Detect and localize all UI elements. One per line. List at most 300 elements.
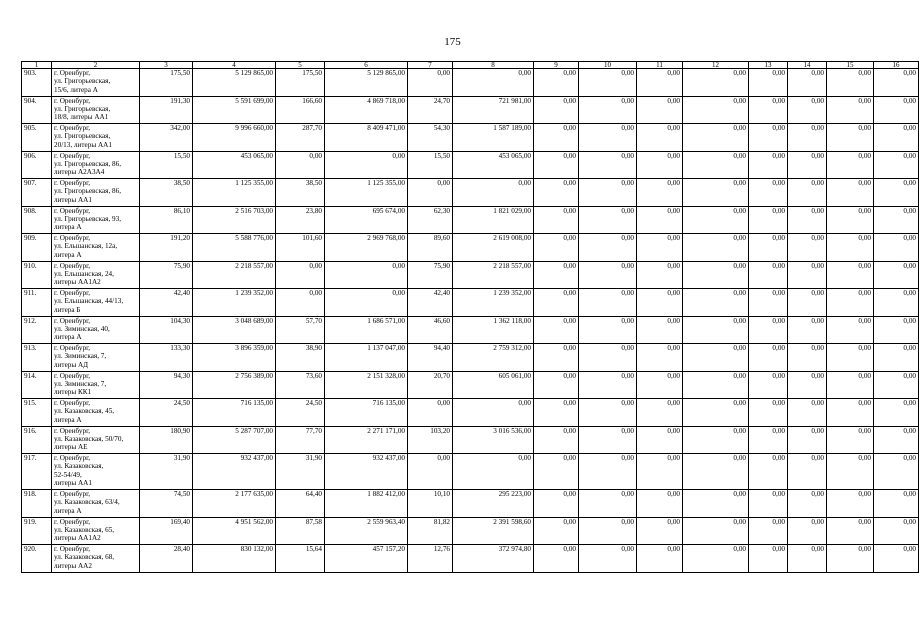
address-line: ул. Казаковская, 65,	[54, 525, 115, 534]
value-cell: 0,00	[534, 426, 579, 454]
value-cell: 0,00	[534, 545, 579, 573]
row-number: 912.	[22, 316, 52, 344]
address-line: г. Оренбург,	[54, 69, 91, 77]
address-line: литеры АД	[54, 360, 89, 369]
address-line: литера А	[54, 506, 82, 515]
value-cell: 0,00	[579, 517, 637, 545]
table-row	[22, 179, 919, 207]
value-cell: 0,00	[788, 517, 827, 545]
address-line: ул. Казаковская, 50/70,	[54, 434, 124, 443]
address-line: литеры А2А3А4	[54, 168, 105, 177]
value-cell: 0,00	[874, 399, 919, 427]
address-line: г. Оренбург,	[54, 179, 91, 187]
value-cell: 0,00	[534, 96, 579, 124]
value-cell: 0,00	[827, 234, 874, 262]
value-cell: 0,00	[788, 454, 827, 490]
address-line: 15/6, литера А	[54, 85, 98, 94]
value-cell: 0,00	[683, 151, 749, 179]
row-number: 908.	[22, 206, 52, 234]
row-number: 920.	[22, 545, 52, 573]
value-cell: 42,40	[408, 289, 453, 317]
value-cell: 0,00	[637, 399, 683, 427]
value-cell: 81,82	[408, 517, 453, 545]
table-row	[22, 234, 919, 262]
value-cell: 0,00	[579, 234, 637, 262]
value-cell: 2 218 557,00	[453, 261, 534, 289]
value-cell: 5 591 699,00	[193, 96, 276, 124]
value-cell: 0,00	[579, 490, 637, 518]
value-cell: 0,00	[637, 151, 683, 179]
value-cell: 0,00	[579, 206, 637, 234]
value-cell: 0,00	[683, 124, 749, 152]
address-line: литера А	[54, 223, 82, 232]
value-cell: 0,00	[534, 490, 579, 518]
value-cell: 0,00	[408, 399, 453, 427]
address-line: литеры АА1	[54, 195, 92, 204]
value-cell: 453 065,00	[453, 151, 534, 179]
value-cell: 3 016 536,00	[453, 426, 534, 454]
value-cell: 24,50	[140, 399, 193, 427]
value-cell: 0,00	[534, 234, 579, 262]
address-cell	[52, 206, 140, 234]
address-line: г. Оренбург,	[54, 545, 91, 553]
value-cell: 0,00	[827, 517, 874, 545]
address-cell	[52, 399, 140, 427]
address-line: г. Оренбург,	[54, 96, 91, 105]
column-header: 3	[140, 62, 193, 69]
value-cell: 191,30	[140, 96, 193, 124]
address-cell	[52, 344, 140, 372]
value-cell: 932 437,00	[193, 454, 276, 490]
value-cell: 0,00	[683, 545, 749, 573]
row-number: 919.	[22, 517, 52, 545]
value-cell: 0,00	[827, 454, 874, 490]
value-cell: 94,30	[140, 371, 193, 399]
address-line: г. Оренбург,	[54, 124, 91, 132]
value-cell: 0,00	[637, 454, 683, 490]
value-cell: 0,00	[534, 454, 579, 490]
value-cell: 0,00	[827, 426, 874, 454]
value-cell: 0,00	[749, 234, 788, 262]
value-cell: 0,00	[683, 454, 749, 490]
address-cell	[52, 69, 140, 97]
value-cell: 0,00	[788, 69, 827, 97]
row-number: 913.	[22, 344, 52, 372]
column-header: 10	[579, 62, 637, 69]
value-cell: 104,30	[140, 316, 193, 344]
value-cell: 38,90	[276, 344, 325, 372]
value-cell: 0,00	[408, 69, 453, 97]
value-cell: 0,00	[637, 316, 683, 344]
table-row	[22, 399, 919, 427]
value-cell: 38,50	[140, 179, 193, 207]
value-cell: 0,00	[637, 490, 683, 518]
value-cell: 0,00	[683, 289, 749, 317]
address-line: г. Оренбург,	[54, 316, 91, 325]
value-cell: 2 218 557,00	[193, 261, 276, 289]
value-cell: 169,40	[140, 517, 193, 545]
value-cell: 0,00	[788, 344, 827, 372]
value-cell: 0,00	[534, 206, 579, 234]
value-cell: 0,00	[579, 151, 637, 179]
value-cell: 0,00	[874, 426, 919, 454]
value-cell: 1 125 355,00	[325, 179, 408, 207]
value-cell: 0,00	[534, 261, 579, 289]
value-cell: 0,00	[788, 261, 827, 289]
value-cell: 0,00	[749, 206, 788, 234]
value-cell: 0,00	[788, 289, 827, 317]
table-row	[22, 545, 919, 573]
address-line: ул. Ельшанская, 12а,	[54, 242, 118, 251]
value-cell: 9 996 660,00	[193, 124, 276, 152]
address-line: ул. Казаковская, 68,	[54, 553, 115, 562]
value-cell: 1 125 355,00	[193, 179, 276, 207]
address-line: литера А	[54, 250, 82, 259]
value-cell: 38,50	[276, 179, 325, 207]
value-cell: 0,00	[637, 206, 683, 234]
row-number: 910.	[22, 261, 52, 289]
value-cell: 15,50	[140, 151, 193, 179]
address-line: ул. Ельшанская, 44/13,	[54, 297, 124, 306]
value-cell: 0,00	[827, 261, 874, 289]
value-cell: 5 588 776,00	[193, 234, 276, 262]
value-cell: 0,00	[579, 179, 637, 207]
value-cell: 5 129 865,00	[325, 69, 408, 97]
value-cell: 0,00	[637, 124, 683, 152]
value-cell: 0,00	[788, 124, 827, 152]
value-cell: 2 619 008,00	[453, 234, 534, 262]
column-header: 11	[637, 62, 683, 69]
value-cell: 0,00	[788, 316, 827, 344]
address-cell	[52, 426, 140, 454]
value-cell: 0,00	[749, 179, 788, 207]
address-line: г. Оренбург,	[54, 426, 91, 435]
address-line: литеры АА2	[54, 561, 92, 570]
row-number: 917.	[22, 454, 52, 490]
address-line: г. Оренбург,	[54, 371, 91, 380]
value-cell: 28,40	[140, 545, 193, 573]
address-line: г. Оренбург,	[54, 206, 91, 215]
address-line: литера А	[54, 333, 82, 342]
row-number: 907.	[22, 179, 52, 207]
value-cell: 0,00	[749, 69, 788, 97]
value-cell: 0,00	[749, 399, 788, 427]
address-line: г. Оренбург,	[54, 399, 91, 407]
address-line: ул. Григорьевская,	[54, 132, 111, 141]
value-cell: 3 896 359,00	[193, 344, 276, 372]
address-line: г. Оренбург,	[54, 344, 91, 352]
table-row	[22, 206, 919, 234]
value-cell: 0,00	[874, 517, 919, 545]
value-cell: 0,00	[453, 399, 534, 427]
address-line: литеры АА1	[54, 478, 92, 487]
address-line: г. Оренбург,	[54, 454, 91, 462]
address-line: ул. Зиминская, 40,	[54, 324, 110, 333]
value-cell: 0,00	[637, 517, 683, 545]
value-cell: 57,70	[276, 316, 325, 344]
address-cell	[52, 179, 140, 207]
value-cell: 0,00	[827, 289, 874, 317]
value-cell: 0,00	[637, 545, 683, 573]
address-cell	[52, 454, 140, 490]
table-row	[22, 124, 919, 152]
value-cell: 0,00	[637, 289, 683, 317]
value-cell: 0,00	[749, 289, 788, 317]
value-cell: 0,00	[579, 545, 637, 573]
value-cell: 1 821 029,00	[453, 206, 534, 234]
value-cell: 0,00	[637, 69, 683, 97]
value-cell: 372 974,80	[453, 545, 534, 573]
value-cell: 12,76	[408, 545, 453, 573]
value-cell: 0,00	[827, 206, 874, 234]
value-cell: 0,00	[827, 96, 874, 124]
value-cell: 0,00	[534, 316, 579, 344]
value-cell: 0,00	[749, 426, 788, 454]
value-cell: 0,00	[579, 289, 637, 317]
value-cell: 0,00	[453, 179, 534, 207]
address-line: 18/8, литеры АА1	[54, 113, 109, 122]
table-row	[22, 69, 919, 97]
value-cell: 0,00	[874, 124, 919, 152]
address-line: 20/13, литеры АА1	[54, 140, 112, 149]
value-cell: 54,30	[408, 124, 453, 152]
value-cell: 0,00	[874, 490, 919, 518]
value-cell: 0,00	[683, 179, 749, 207]
value-cell: 24,70	[408, 96, 453, 124]
address-cell	[52, 96, 140, 124]
value-cell: 605 061,00	[453, 371, 534, 399]
value-cell: 0,00	[325, 151, 408, 179]
address-line: ул. Казаковская, 45,	[54, 407, 115, 416]
value-cell: 0,00	[788, 151, 827, 179]
value-cell: 191,20	[140, 234, 193, 262]
value-cell: 0,00	[534, 371, 579, 399]
value-cell: 0,00	[637, 96, 683, 124]
value-cell: 0,00	[534, 69, 579, 97]
value-cell: 721 981,00	[453, 96, 534, 124]
value-cell: 62,30	[408, 206, 453, 234]
address-line: ул. Григорьевская,	[54, 77, 111, 86]
value-cell: 74,50	[140, 490, 193, 518]
value-cell: 0,00	[749, 96, 788, 124]
value-cell: 0,00	[827, 371, 874, 399]
address-line: ул. Казаковская,	[54, 462, 104, 471]
value-cell: 0,00	[637, 179, 683, 207]
address-cell	[52, 490, 140, 518]
value-cell: 0,00	[683, 399, 749, 427]
value-cell: 24,50	[276, 399, 325, 427]
value-cell: 0,00	[683, 261, 749, 289]
value-cell: 4 951 562,00	[193, 517, 276, 545]
value-cell: 295 223,00	[453, 490, 534, 518]
value-cell: 0,00	[276, 261, 325, 289]
value-cell: 1 137 047,00	[325, 344, 408, 372]
value-cell: 94,40	[408, 344, 453, 372]
value-cell: 0,00	[408, 179, 453, 207]
value-cell: 175,50	[140, 69, 193, 97]
value-cell: 0,00	[874, 179, 919, 207]
address-cell	[52, 234, 140, 262]
value-cell: 75,90	[140, 261, 193, 289]
value-cell: 31,90	[140, 454, 193, 490]
page-number: 175	[444, 36, 461, 48]
value-cell: 75,90	[408, 261, 453, 289]
value-cell: 0,00	[579, 371, 637, 399]
value-cell: 2 756 389,00	[193, 371, 276, 399]
value-cell: 0,00	[534, 344, 579, 372]
row-number: 914.	[22, 371, 52, 399]
value-cell: 0,00	[874, 371, 919, 399]
address-cell	[52, 545, 140, 573]
value-cell: 0,00	[874, 289, 919, 317]
value-cell: 0,00	[788, 96, 827, 124]
value-cell: 0,00	[874, 316, 919, 344]
address-line: литеры АА1А2	[54, 534, 101, 543]
value-cell: 0,00	[534, 399, 579, 427]
address-line: ул. Ельшанская, 24,	[54, 269, 114, 278]
value-cell: 0,00	[637, 344, 683, 372]
column-header: 16	[874, 62, 919, 69]
value-cell: 457 157,20	[325, 545, 408, 573]
value-cell: 0,00	[827, 490, 874, 518]
value-cell: 0,00	[827, 316, 874, 344]
value-cell: 0,00	[683, 96, 749, 124]
address-cell	[52, 261, 140, 289]
value-cell: 0,00	[683, 344, 749, 372]
address-line: ул. Григорьевская,	[54, 104, 111, 113]
column-header: 12	[683, 62, 749, 69]
value-cell: 0,00	[788, 234, 827, 262]
value-cell: 0,00	[579, 96, 637, 124]
value-cell: 716 135,00	[193, 399, 276, 427]
value-cell: 342,00	[140, 124, 193, 152]
value-cell: 0,00	[749, 371, 788, 399]
value-cell: 101,60	[276, 234, 325, 262]
value-cell: 46,60	[408, 316, 453, 344]
address-line: литера А	[54, 415, 82, 424]
value-cell: 0,00	[683, 490, 749, 518]
value-cell: 2 516 703,00	[193, 206, 276, 234]
address-line: литеры АЕ	[54, 443, 88, 452]
address-line: 52-54/49,	[54, 470, 82, 479]
value-cell: 2 177 635,00	[193, 490, 276, 518]
address-line: ул. Григорьевская, 93,	[54, 214, 122, 223]
value-cell: 15,50	[408, 151, 453, 179]
value-cell: 0,00	[579, 69, 637, 97]
row-number: 909.	[22, 234, 52, 262]
value-cell: 0,00	[534, 124, 579, 152]
value-cell: 0,00	[683, 316, 749, 344]
value-cell: 2 391 598,60	[453, 517, 534, 545]
data-table	[21, 61, 919, 573]
value-cell: 0,00	[453, 69, 534, 97]
value-cell: 0,00	[874, 545, 919, 573]
value-cell: 0,00	[637, 371, 683, 399]
value-cell: 0,00	[874, 69, 919, 97]
value-cell: 0,00	[874, 454, 919, 490]
value-cell: 86,10	[140, 206, 193, 234]
value-cell: 0,00	[827, 344, 874, 372]
table-row	[22, 261, 919, 289]
column-header: 2	[52, 62, 140, 69]
column-header: 6	[325, 62, 408, 69]
value-cell: 0,00	[579, 426, 637, 454]
value-cell: 0,00	[683, 206, 749, 234]
value-cell: 0,00	[637, 261, 683, 289]
value-cell: 0,00	[579, 399, 637, 427]
value-cell: 0,00	[827, 179, 874, 207]
value-cell: 0,00	[683, 371, 749, 399]
table-row	[22, 517, 919, 545]
value-cell: 10,10	[408, 490, 453, 518]
value-cell: 0,00	[637, 426, 683, 454]
value-cell: 15,64	[276, 545, 325, 573]
value-cell: 0,00	[579, 316, 637, 344]
value-cell: 0,00	[874, 151, 919, 179]
value-cell: 0,00	[788, 545, 827, 573]
column-header: 9	[534, 62, 579, 69]
value-cell: 2 271 171,00	[325, 426, 408, 454]
table-row	[22, 426, 919, 454]
value-cell: 180,90	[140, 426, 193, 454]
value-cell: 0,00	[874, 96, 919, 124]
address-line: ул. Казаковская, 63/4,	[54, 498, 120, 507]
table-row	[22, 151, 919, 179]
value-cell: 0,00	[749, 545, 788, 573]
value-cell: 2 559 963,40	[325, 517, 408, 545]
table-row	[22, 316, 919, 344]
value-cell: 0,00	[579, 124, 637, 152]
address-line: ул. Зиминская, 7,	[54, 379, 107, 388]
value-cell: 0,00	[534, 517, 579, 545]
value-cell: 0,00	[749, 454, 788, 490]
address-line: ул. Григорьевская, 86,	[54, 159, 122, 168]
value-cell: 0,00	[276, 151, 325, 179]
address-line: г. Оренбург,	[54, 151, 91, 160]
table-row	[22, 344, 919, 372]
address-line: литера Б	[54, 305, 81, 314]
column-header: 4	[193, 62, 276, 69]
value-cell: 287,70	[276, 124, 325, 152]
value-cell: 0,00	[453, 454, 534, 490]
value-cell: 695 674,00	[325, 206, 408, 234]
value-cell: 4 869 718,00	[325, 96, 408, 124]
value-cell: 166,60	[276, 96, 325, 124]
value-cell: 0,00	[534, 179, 579, 207]
address-cell	[52, 517, 140, 545]
value-cell: 0,00	[749, 124, 788, 152]
address-line: литеры КК1	[54, 388, 92, 397]
value-cell: 87,58	[276, 517, 325, 545]
address-line: г. Оренбург,	[54, 234, 91, 242]
row-number: 906.	[22, 151, 52, 179]
address-line: г. Оренбург,	[54, 261, 91, 270]
row-number: 904.	[22, 96, 52, 124]
address-cell	[52, 151, 140, 179]
column-header: 7	[408, 62, 453, 69]
column-header: 13	[749, 62, 788, 69]
table-row	[22, 490, 919, 518]
value-cell: 89,60	[408, 234, 453, 262]
value-cell: 0,00	[874, 261, 919, 289]
value-cell: 42,40	[140, 289, 193, 317]
value-cell: 0,00	[749, 316, 788, 344]
row-number: 918.	[22, 490, 52, 518]
value-cell: 5 129 865,00	[193, 69, 276, 97]
value-cell: 0,00	[827, 399, 874, 427]
value-cell: 0,00	[827, 69, 874, 97]
value-cell: 0,00	[276, 289, 325, 317]
